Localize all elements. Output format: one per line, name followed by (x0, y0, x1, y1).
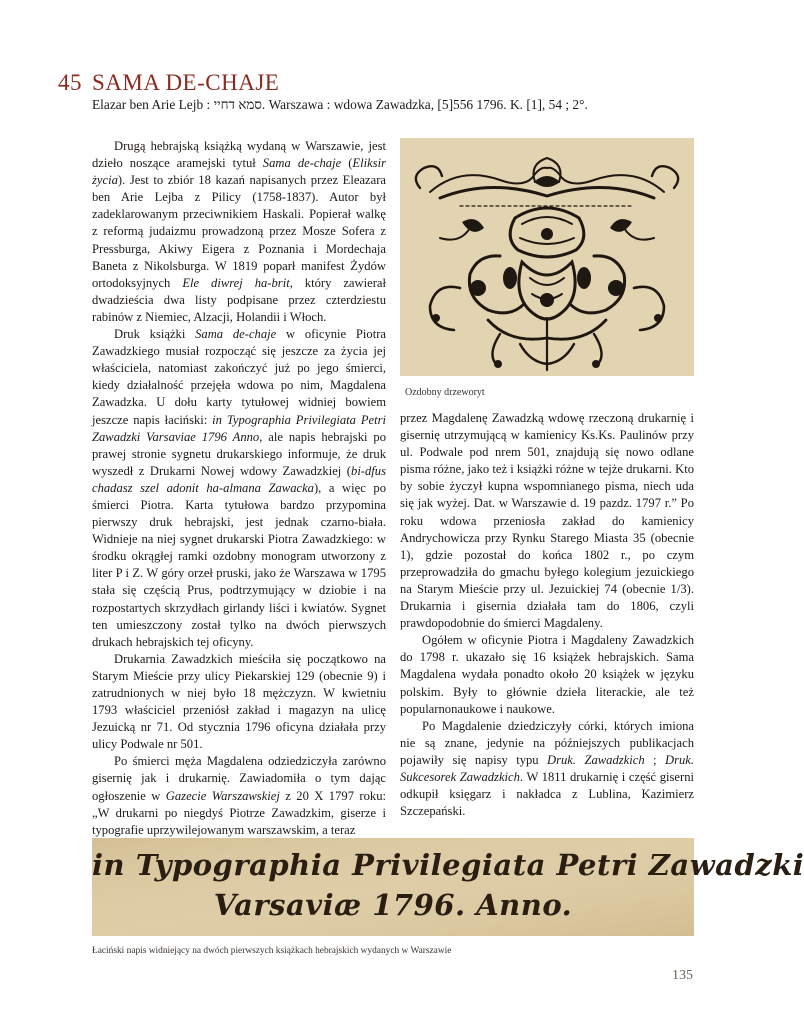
entry-title-text: SAMA DE-CHAJE (92, 70, 280, 95)
paragraph (400, 632, 694, 717)
text-run: Drukarnia Zawadzkich mieściła się początkowo na Starym Mieście przy ulicy Piekarskiej 129 (obecnie 9) i zatrudnionych w niej było 18 mężczyzn. W kwietniu 1793 właściciel przeniósł zakład i magazyn na ulicę Jezuicką nr 71. Od stycznia 1796 oficyna działała przy ulicy Podwale nr 501. (92, 651, 386, 752)
text-run: ), a więc po śmierci Piotra. Karta tytułowa bardzo przypomina pierwszy druk hebrajski, jest jednak czarno-biała. Widnieje na niej sygnet drukarski Piotra Zawadzkiego: w środku okrągłej ramki ozdobny monogram utworzony z liter P i Z. W góry orzeł pruski, jako że Warszawa w 1795 stała się częścią Prus, podtrzymujący w dziobie i na rozpostartych skrzydłach girlandy liści i kwiatów. Sygnet ten umieszczony został tylko na dwóch pierwszych drukach hebrajskich tej oficyny. (92, 480, 386, 649)
page-number: 135 (672, 968, 693, 983)
text-run: ( (341, 156, 353, 171)
paragraph (92, 753, 386, 838)
text-run: , ale napis hebrajski po prawej stronie sygnetu drukarskiego informuje, że druk wyszedł z Drukarni Nowej wdowy Zawadzkiej ( (92, 429, 386, 478)
text-run: Drugą hebrajską książką wydaną w Warszawie, jest dzieło noszące aramejski tytuł (92, 139, 386, 171)
woodcut-ornament-drawing (400, 138, 694, 376)
text-run: . W 1811 drukarnię i część giserni odkupił księgarz i nakładca z Lublina, Kazimierz Szczepański. (400, 769, 695, 819)
entry-number: 45 (58, 70, 82, 95)
text-run: Po Magdalenie dziedziczyły córki, których imiona nie są znane, jedynie na późniejszych publikacjach pojawiły się napisy typu (400, 718, 694, 767)
woodcut-caption: Ozdobny drzeworyt (405, 387, 485, 398)
text-run: Ogółem w oficynie Piotra i Magdaleny Zawadzkich do 1798 r. ukazało się 16 książek hebrajskich. Sama Magdalena wydała ponadto około 20 książek w języku polskim. Były to głównie dzieła literackie, ale też popularnonaukowe i naukowe. (400, 633, 694, 716)
entry-heading (58, 70, 718, 96)
latin-imprint-image (92, 838, 804, 936)
text-run: ; (644, 752, 665, 767)
left-text-column (92, 138, 386, 839)
text-run: , który zawierał dwadzieścia dwa listy podpisane przez czterdziestu rabinów z Niemiec, Alzacji, Holandii i Włoch. (92, 275, 386, 324)
right-text-column (400, 410, 694, 820)
italic-text: Druk. Zawadzkich (547, 752, 645, 767)
italic-text: Sama de-chaje (262, 156, 342, 171)
text-run: ). Jest to zbiór 18 kazań napisanych przez Eleazara ben Arie Lejba z Pilicy (1758-1837). Autor był zadeklarowanym przeciwnikiem Haskali. Popierał walkę z reformą judaizmu prowadzoną przez Mosze Sofera z Pressburga, Akiwy Eigera z Poznania i Mordechaja Baneta z Nikolsburga. W 1819 poparł manifest Żydów ortodoksyjnych (92, 173, 386, 290)
latin-imprint-line-1: in Typographia Privilegiata Petri Zawadzki (92, 848, 804, 882)
entry-title (58, 70, 718, 96)
italic-text: Gazecie Warszawskiej (165, 788, 280, 803)
latin-imprint-caption: Łaciński napis widniejący na dwóch pierwszych książkach hebrajskich wydanych w Warszawie (92, 946, 452, 956)
paragraph (400, 410, 694, 632)
italic-text: Ele diwrej ha-brit (182, 275, 290, 290)
italic-text: bi-dfus chadasz szel adonit ha-almana Zawacka (92, 463, 386, 495)
text-run: Druk książki (114, 327, 196, 342)
text-run: przez Magdalenę Zawadzką wdowę rzeczoną drukarnię i gisernię utrzymującą w kamienicy Ks.Ks. Paulinów przy ul. Podwale pod nrem 501, znajdują się nowo odlane pisma różne, jako też i książki różne w tejże drukarni. Kto by sobie życzył kupna wspomnianego pisma, niech uda się jak wyżej. Dat. w Warszawie d. 19 pazdz. 1797 r.” Po roku wdowa przeniosła zakład do kamienicy Andrychowicza przy Rynku Starego Miasta 35 (obecnie 1), gdzie pozostał do końca 1802 r., po czym przeprowadziła do gmachu byłego kolegium jezuickiego na Starym Mieście przy ul. Jezuickiej 74 (obecnie 1/3). Drukarnia i gisernia działała tam do 1806, czyli prawdopodobnie do śmierci Magdaleny. (400, 411, 694, 631)
paragraph (400, 718, 694, 821)
paragraph (92, 326, 386, 651)
italic-text: Sama de-chaje (195, 327, 277, 342)
text-run: z 20 X 1797 roku: „W drukarni po niegdyś Piotrze Zawadzkim, giserze i typografie uprzywilejowanym warszawskim, a teraz (92, 788, 386, 837)
text-run: w oficynie Piotra Zawadzkiego musiał rozpocząć się jeszcze za życia jej właściciela, natomiast zakończyć już po jego śmierci, kiedy działalność przejęła wdowa po nim, Magdalena Zawadzka. U dołu karty tytułowej widniej bowiem jeszcze napis łaciński: (92, 327, 386, 427)
latin-imprint-line-2: Varsaviæ 1796. Anno. (213, 888, 573, 922)
paragraph (92, 651, 386, 754)
italic-text: in Typographia Privilegiata Petri Zawadzki Varsaviae 1796 Anno (92, 412, 386, 444)
bibliographic-description: Elazar ben Arie Lejb : סמא דחיי. Warszawa : wdowa Zawadzka, [5]556 1796. K. [1], 54 ; 2°. (92, 97, 588, 112)
woodcut-illustration (400, 138, 694, 376)
italic-text: Druk. Sukcesorek Zawadzkich (400, 752, 694, 784)
paragraph (92, 138, 386, 326)
text-run: Po śmierci męża Magdalena odziedziczyła zarówno gisernię jak i drukarnię. Zawiadomiła o tym dając ogłoszenie w (92, 754, 386, 803)
italic-text: Eliksir życia (92, 156, 386, 188)
